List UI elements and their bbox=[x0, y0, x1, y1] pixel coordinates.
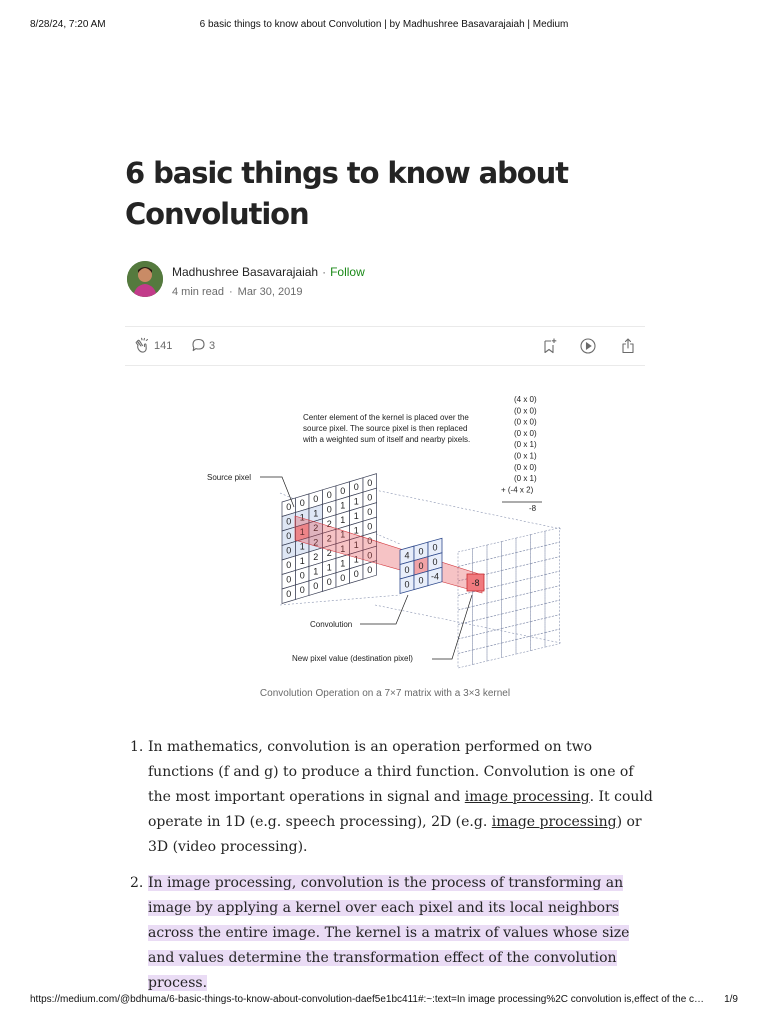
calc-line: (0 x 0) bbox=[514, 462, 537, 472]
clap-button[interactable] bbox=[133, 337, 172, 355]
matrix-value: 0 bbox=[313, 581, 319, 592]
share-icon bbox=[619, 337, 637, 355]
calc-result: -8 bbox=[529, 504, 537, 513]
print-header bbox=[0, 19, 768, 33]
highlighted-text[interactable]: In image processing, convolution is the process of transforming an image by applying a kernel over each pixel and its local neighbors across the entire image. The kernel is a matrix of values whose size and values determine the transformation effect of the convolution process. bbox=[148, 875, 630, 991]
comment-icon bbox=[190, 337, 207, 354]
new-pixel-leader bbox=[432, 595, 472, 659]
calc-line: (0 x 1) bbox=[514, 440, 537, 450]
matrix-value: 0 bbox=[340, 573, 346, 584]
follow-button[interactable]: Follow bbox=[330, 265, 365, 279]
matrix-value: 0 bbox=[353, 568, 359, 579]
matrix-value: 1 bbox=[299, 541, 305, 552]
matrix-value: 2 bbox=[326, 533, 332, 544]
matrix-value: 1 bbox=[299, 512, 305, 523]
matrix-value: 1 bbox=[340, 500, 346, 511]
image-processing-link-2[interactable]: image processing bbox=[491, 814, 617, 830]
play-icon bbox=[579, 337, 597, 355]
matrix-value: 0 bbox=[286, 574, 292, 585]
kernel-value: 0 bbox=[404, 564, 410, 575]
destination-pixel-value: -8 bbox=[471, 578, 480, 588]
publish-date: Mar 30, 2019 bbox=[237, 286, 303, 298]
paragraph-text-b: . It could operate in 1D (e.g. speech processing), 2D (e.g. bbox=[148, 789, 653, 830]
convolution-diagram bbox=[200, 390, 570, 680]
matrix-value: 1 bbox=[313, 508, 319, 519]
print-date: 8/28/24, 7:20 AM bbox=[30, 19, 106, 30]
paragraph-text-c: ) or 3D (video processing). bbox=[148, 814, 642, 855]
kernel-value: 0 bbox=[418, 546, 424, 557]
matrix-value: 0 bbox=[286, 531, 292, 542]
matrix-value: 1 bbox=[299, 556, 305, 567]
matrix-value: 1 bbox=[353, 525, 359, 536]
matrix-value: 0 bbox=[367, 535, 373, 546]
matrix-value: 1 bbox=[340, 558, 346, 569]
calc-line: (0 x 1) bbox=[514, 451, 537, 461]
calc-line: (4 x 0) bbox=[514, 395, 537, 404]
responses-button[interactable] bbox=[190, 337, 215, 354]
article-meta bbox=[172, 286, 302, 298]
matrix-value: 2 bbox=[313, 523, 319, 534]
matrix-value: 0 bbox=[326, 577, 332, 588]
matrix-value: 0 bbox=[286, 516, 292, 527]
matrix-value: 1 bbox=[340, 515, 346, 526]
matrix-value: 0 bbox=[299, 498, 305, 509]
kernel-value: 0 bbox=[432, 542, 438, 553]
matrix-value: 0 bbox=[367, 506, 373, 517]
annotation-line-2: source pixel. The source pixel is then replaced bbox=[303, 424, 468, 433]
calc-line: (0 x 1) bbox=[514, 474, 537, 484]
share-button[interactable] bbox=[619, 337, 637, 355]
matrix-value: 0 bbox=[299, 570, 305, 581]
output-cell bbox=[487, 542, 502, 560]
new-pixel-label: New pixel value (destination pixel) bbox=[292, 654, 413, 663]
matrix-value: 1 bbox=[353, 554, 359, 565]
clap-icon bbox=[133, 337, 151, 355]
matrix-value: 0 bbox=[367, 477, 373, 488]
matrix-value: 0 bbox=[326, 490, 332, 501]
author-name[interactable]: Madhushree Basavarajaiah bbox=[172, 265, 319, 279]
bookmark-button[interactable] bbox=[541, 337, 559, 355]
matrix-value: 0 bbox=[326, 504, 332, 515]
output-cell bbox=[502, 538, 517, 556]
matrix-value: 2 bbox=[326, 519, 332, 530]
print-url: https://medium.com/@bdhuma/6-basic-things-to-know-about-convolution-daef5e1bc411#:~:text=In image processing%2C convolution is,effect of the c… bbox=[30, 994, 705, 1005]
list-item bbox=[125, 735, 655, 860]
matrix-value: 0 bbox=[353, 481, 359, 492]
kernel-value: 0 bbox=[404, 579, 410, 590]
paragraph-text-a: In mathematics, convolution is an operation performed on two functions (f and g) to produce a third function. Convolution is one of the most important operations in signal and bbox=[148, 739, 634, 805]
matrix-value: 0 bbox=[286, 560, 292, 571]
action-bar bbox=[125, 326, 645, 366]
annotation-line-3: with a weighted sum of itself and nearby pixels. bbox=[303, 435, 471, 444]
output-cell bbox=[531, 531, 546, 549]
calc-line: (0 x 0) bbox=[514, 417, 537, 427]
matrix-value: 0 bbox=[286, 589, 292, 600]
kernel-value: 0 bbox=[418, 575, 424, 586]
byline bbox=[172, 265, 365, 279]
source-pixel-label: Source pixel bbox=[207, 473, 252, 482]
matrix-value: 0 bbox=[367, 492, 373, 503]
matrix-value: 0 bbox=[340, 486, 346, 497]
calc-line: + (-4 x 2) bbox=[501, 485, 534, 495]
matrix-value: 1 bbox=[353, 539, 359, 550]
article-title: 6 basic things to know about Convolution bbox=[125, 156, 568, 231]
matrix-value: 2 bbox=[313, 537, 319, 548]
calc-line: (0 x 0) bbox=[514, 428, 537, 438]
output-cell bbox=[473, 545, 488, 563]
kernel-value: -4 bbox=[430, 571, 440, 582]
kernel-matrix bbox=[400, 538, 442, 593]
kernel-value: 4 bbox=[404, 550, 410, 561]
meta-separator: · bbox=[228, 286, 233, 298]
calc-column bbox=[501, 395, 537, 494]
bookmark-add-icon bbox=[541, 337, 559, 355]
print-footer bbox=[0, 994, 768, 1008]
output-cell bbox=[516, 535, 531, 553]
matrix-value: 0 bbox=[286, 545, 292, 556]
matrix-value: 2 bbox=[313, 552, 319, 563]
matrix-value: 1 bbox=[340, 544, 346, 555]
kernel-value: 0 bbox=[418, 560, 424, 571]
matrix-value: 0 bbox=[286, 502, 292, 513]
convolution-figure bbox=[200, 390, 570, 680]
calc-line: (0 x 0) bbox=[514, 406, 537, 416]
list-number: 1. bbox=[130, 739, 144, 755]
body-list bbox=[125, 735, 655, 1007]
matrix-value: 0 bbox=[367, 564, 373, 575]
list-item bbox=[125, 871, 655, 996]
convolution-leader bbox=[360, 595, 408, 624]
convolution-label: Convolution bbox=[310, 620, 353, 629]
read-time: 4 min read bbox=[172, 286, 224, 298]
print-page-number: 1/9 bbox=[724, 994, 738, 1005]
matrix-value: 0 bbox=[367, 550, 373, 561]
figure-caption: Convolution Operation on a 7×7 matrix with a 3×3 kernel bbox=[259, 688, 511, 699]
annotation-line-1: Center element of the kernel is placed over the bbox=[303, 413, 469, 422]
matrix-value: 0 bbox=[299, 585, 305, 596]
matrix-value: 1 bbox=[340, 529, 346, 540]
image-processing-link-1[interactable]: image processing bbox=[464, 789, 590, 805]
matrix-value: 1 bbox=[353, 496, 359, 507]
matrix-value: 0 bbox=[367, 521, 373, 532]
matrix-value: 1 bbox=[353, 510, 359, 521]
clap-count: 141 bbox=[154, 340, 173, 352]
byline-separator: · bbox=[322, 265, 327, 279]
print-page-title: 6 basic things to know about Convolution | by Madhushree Basavarajaiah | Medium bbox=[199, 19, 569, 30]
kernel-value: 0 bbox=[432, 556, 438, 567]
matrix-value: 0 bbox=[313, 494, 319, 505]
output-cell bbox=[545, 528, 560, 546]
matrix-value: 1 bbox=[326, 562, 332, 573]
listen-button[interactable] bbox=[579, 337, 597, 355]
matrix-value: 1 bbox=[313, 566, 319, 577]
output-cell bbox=[458, 549, 473, 567]
matrix-value: 2 bbox=[326, 548, 332, 559]
author-avatar[interactable] bbox=[127, 261, 163, 297]
list-number: 2. bbox=[130, 875, 144, 891]
matrix-value: 1 bbox=[299, 527, 305, 538]
response-count: 3 bbox=[209, 339, 216, 352]
output-grid bbox=[458, 528, 560, 668]
